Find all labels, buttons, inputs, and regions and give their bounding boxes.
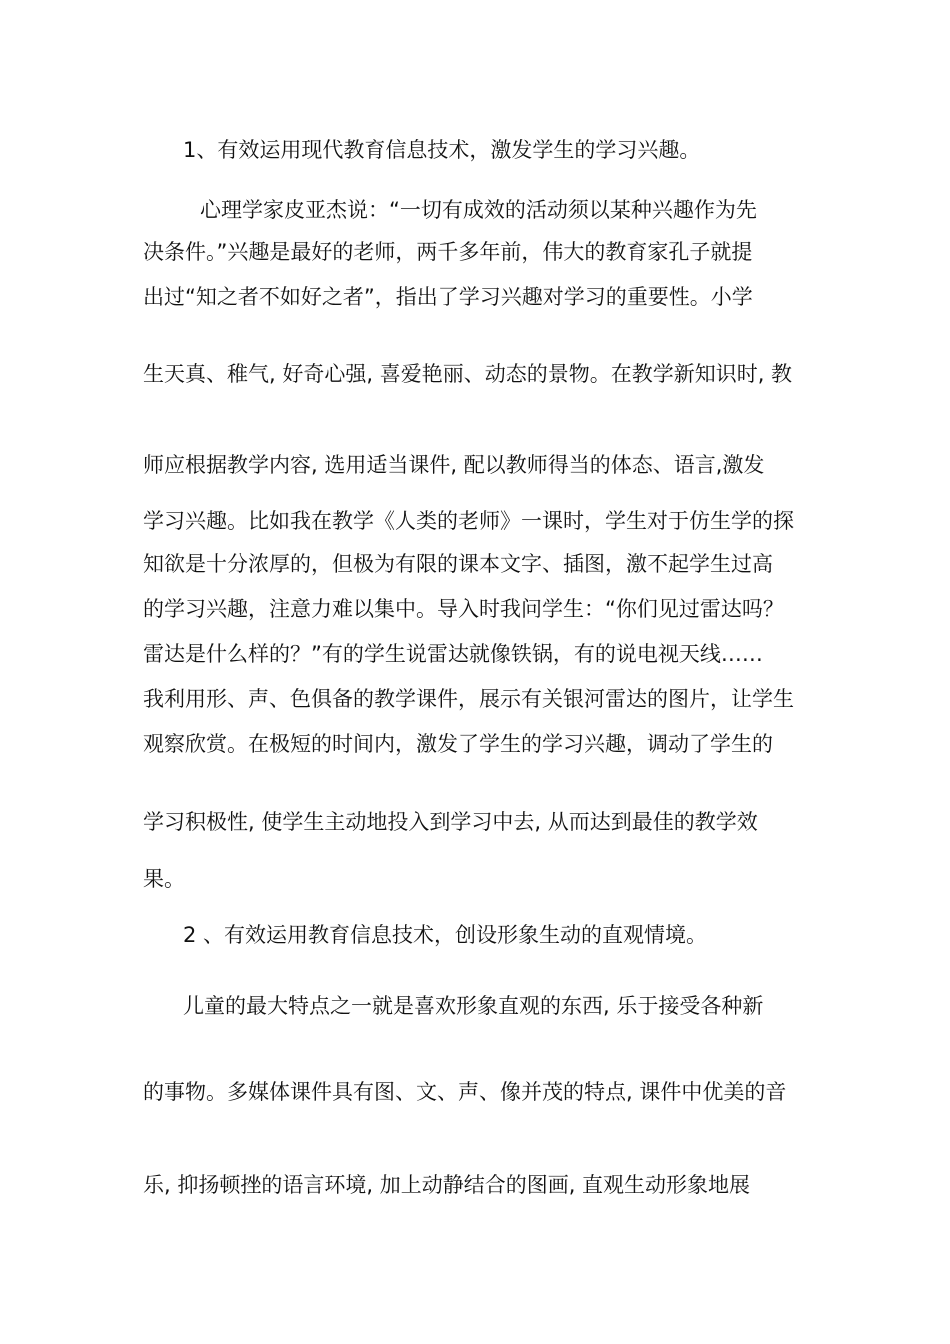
paragraph-line: 学习兴趣。比如我在教学《人类的老师》一课时，学生对于仿生学的探 <box>143 509 794 533</box>
paragraph-line: 观察欣赏。在极短的时间内，激发了学生的学习兴趣，调动了学生的 <box>143 732 773 756</box>
paragraph-line: 师应根据教学内容, 选用适当课件, 配以教师得当的体态、语言,激发 <box>143 453 765 477</box>
paragraph-line: 的事物。多媒体课件具有图、文、声、像并茂的特点, 课件中优美的音 <box>143 1080 787 1104</box>
paragraph-line: 我利用形、声、色俱备的教学课件，展示有关银河雷达的图片，让学生 <box>143 687 794 711</box>
paragraph-line: 决条件。”兴趣是最好的老师，两千多年前，伟大的教育家孔子就提 <box>143 240 753 264</box>
section-heading-1: 1、有效运用现代教育信息技术，激发学生的学习兴趣。 <box>183 138 701 162</box>
section-heading-2: 2 、有效运用教育信息技术，创设形象生动的直观情境。 <box>183 923 708 947</box>
paragraph-line: 乐, 抑扬顿挫的语言环境, 加上动静结合的图画, 直观生动形象地展 <box>143 1173 751 1197</box>
paragraph-line: 雷达是什么样的？”有的学生说雷达就像铁锅，有的说电视天线…… <box>143 642 763 666</box>
paragraph-line: 果。 <box>143 867 185 891</box>
paragraph-line: 出过“知之者不如好之者”，指出了学习兴趣对学习的重要性。小学 <box>143 285 753 309</box>
paragraph-line: 儿童的最大特点之一就是喜欢形象直观的东西, 乐于接受各种新 <box>183 994 764 1018</box>
paragraph-line: 学习积极性, 使学生主动地投入到学习中去, 从而达到最佳的教学效 <box>143 810 758 834</box>
paragraph-line: 生天真、稚气, 好奇心强, 喜爱艳丽、动态的景物。在教学新知识时, 教 <box>143 362 793 386</box>
paragraph-line: 知欲是十分浓厚的，但极为有限的课本文字、插图，激不起学生过高 <box>143 552 773 576</box>
paragraph-line: 心理学家皮亚杰说：“一切有成效的活动须以某种兴趣作为先 <box>200 198 757 222</box>
paragraph-line: 的学习兴趣，注意力难以集中。导入时我问学生：“你们见过雷达吗？ <box>143 597 784 621</box>
